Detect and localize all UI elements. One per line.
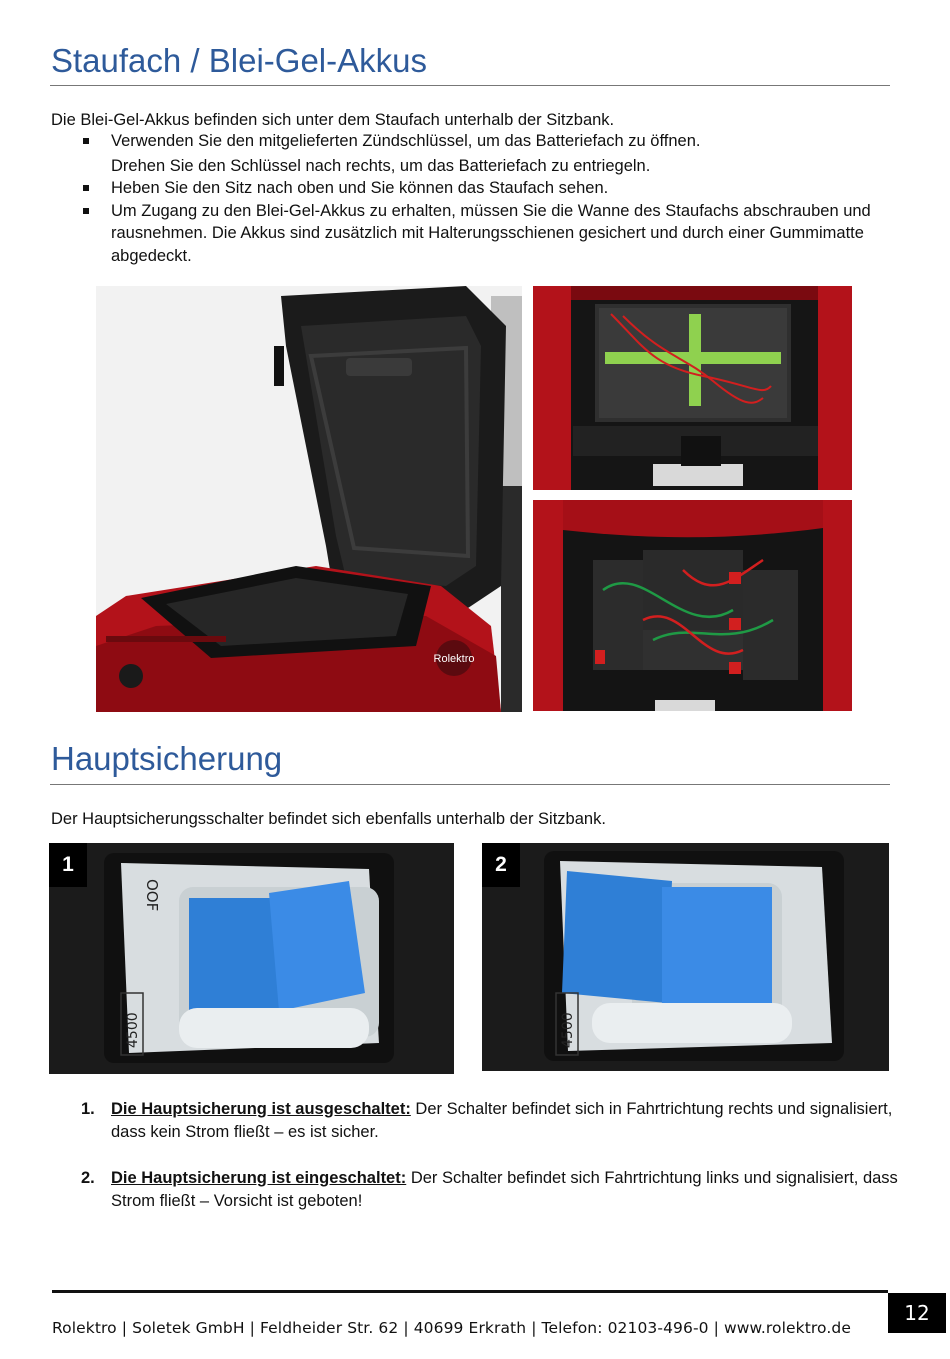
fuse-rating-text: 4500 (560, 1012, 576, 1048)
list-item-lead: Die Hauptsicherung ist ausgeschaltet: (111, 1100, 411, 1118)
fuse-rating-text: 4500 (125, 1012, 141, 1048)
list-item-lead: Die Hauptsicherung ist eingeschaltet: (111, 1169, 407, 1187)
photo-open-seat-storage (96, 286, 522, 712)
photo-fuse-off (49, 843, 454, 1074)
list-item-number: 1. (81, 1100, 95, 1118)
list-item (81, 1167, 901, 1213)
photo-number-badge: 1 (49, 843, 87, 887)
photo-battery-wiring (533, 500, 852, 711)
list-item (51, 130, 896, 177)
title-divider (50, 784, 890, 785)
list-item-text: Verwenden Sie den mitgelieferten Zündschlüssel, um das Batteriefach zu öffnen. (111, 132, 701, 150)
title-divider (50, 85, 890, 86)
photo-number-badge: 2 (482, 843, 520, 887)
list-item-text: Heben Sie den Sitz nach oben und Sie können das Staufach sehen. (111, 179, 609, 197)
fuse-status-list (81, 1098, 901, 1236)
list-item-continuation: Drehen Sie den Schlüssel nach rechts, um das Batteriefach zu entriegeln. (111, 156, 651, 175)
list-item (81, 1098, 901, 1144)
list-item (51, 200, 896, 268)
photo-battery-cover-mat (533, 286, 852, 490)
list-item-text: Der Schalter befindet sich in Fahrtrichtung rechts und signalisiert, dass kein Strom fließt – es ist sicher. (111, 1100, 893, 1141)
photo-fuse-on (482, 843, 889, 1071)
bullet-icon (83, 138, 89, 144)
bullet-icon (83, 208, 89, 214)
section-title-hauptsicherung: Hauptsicherung (51, 740, 283, 777)
list-item-number: 2. (81, 1169, 95, 1187)
footer-divider (52, 1290, 888, 1293)
list-item-text: Um Zugang zu den Blei-Gel-Akkus zu erhalten, müssen Sie die Wanne des Staufachs abschrauben und rausnehmen. Die Akkus sind zusätzlich mit Halterungsschienen gesichert und durch einer Gummimatte abgedeckt. (111, 201, 871, 265)
switch-off-label: OOF (143, 879, 161, 912)
staufach-intro: Die Blei-Gel-Akkus befinden sich unter dem Staufach unterhalb der Sitzbank. (51, 111, 615, 129)
hauptsicherung-intro: Der Hauptsicherungsschalter befindet sich ebenfalls unterhalb der Sitzbank. (51, 810, 606, 828)
staufach-instructions (51, 130, 896, 267)
list-item-text: Der Schalter befindet sich Fahrtrichtung links und signalisiert, dass Strom fließt – Vorsicht ist geboten! (111, 1169, 898, 1210)
brand-logo-text: Rolektro (433, 653, 475, 665)
footer-contact: Rolektro | Soletek GmbH | Feldheider Str. 62 | 40699 Erkrath | Telefon: 02103-496-0 | www.rolektro.de (52, 1319, 851, 1337)
section-title-staufach: Staufach / Blei-Gel-Akkus (51, 42, 427, 79)
bullet-icon (83, 185, 89, 191)
list-item (51, 177, 896, 200)
page-number: 12 (888, 1293, 946, 1333)
